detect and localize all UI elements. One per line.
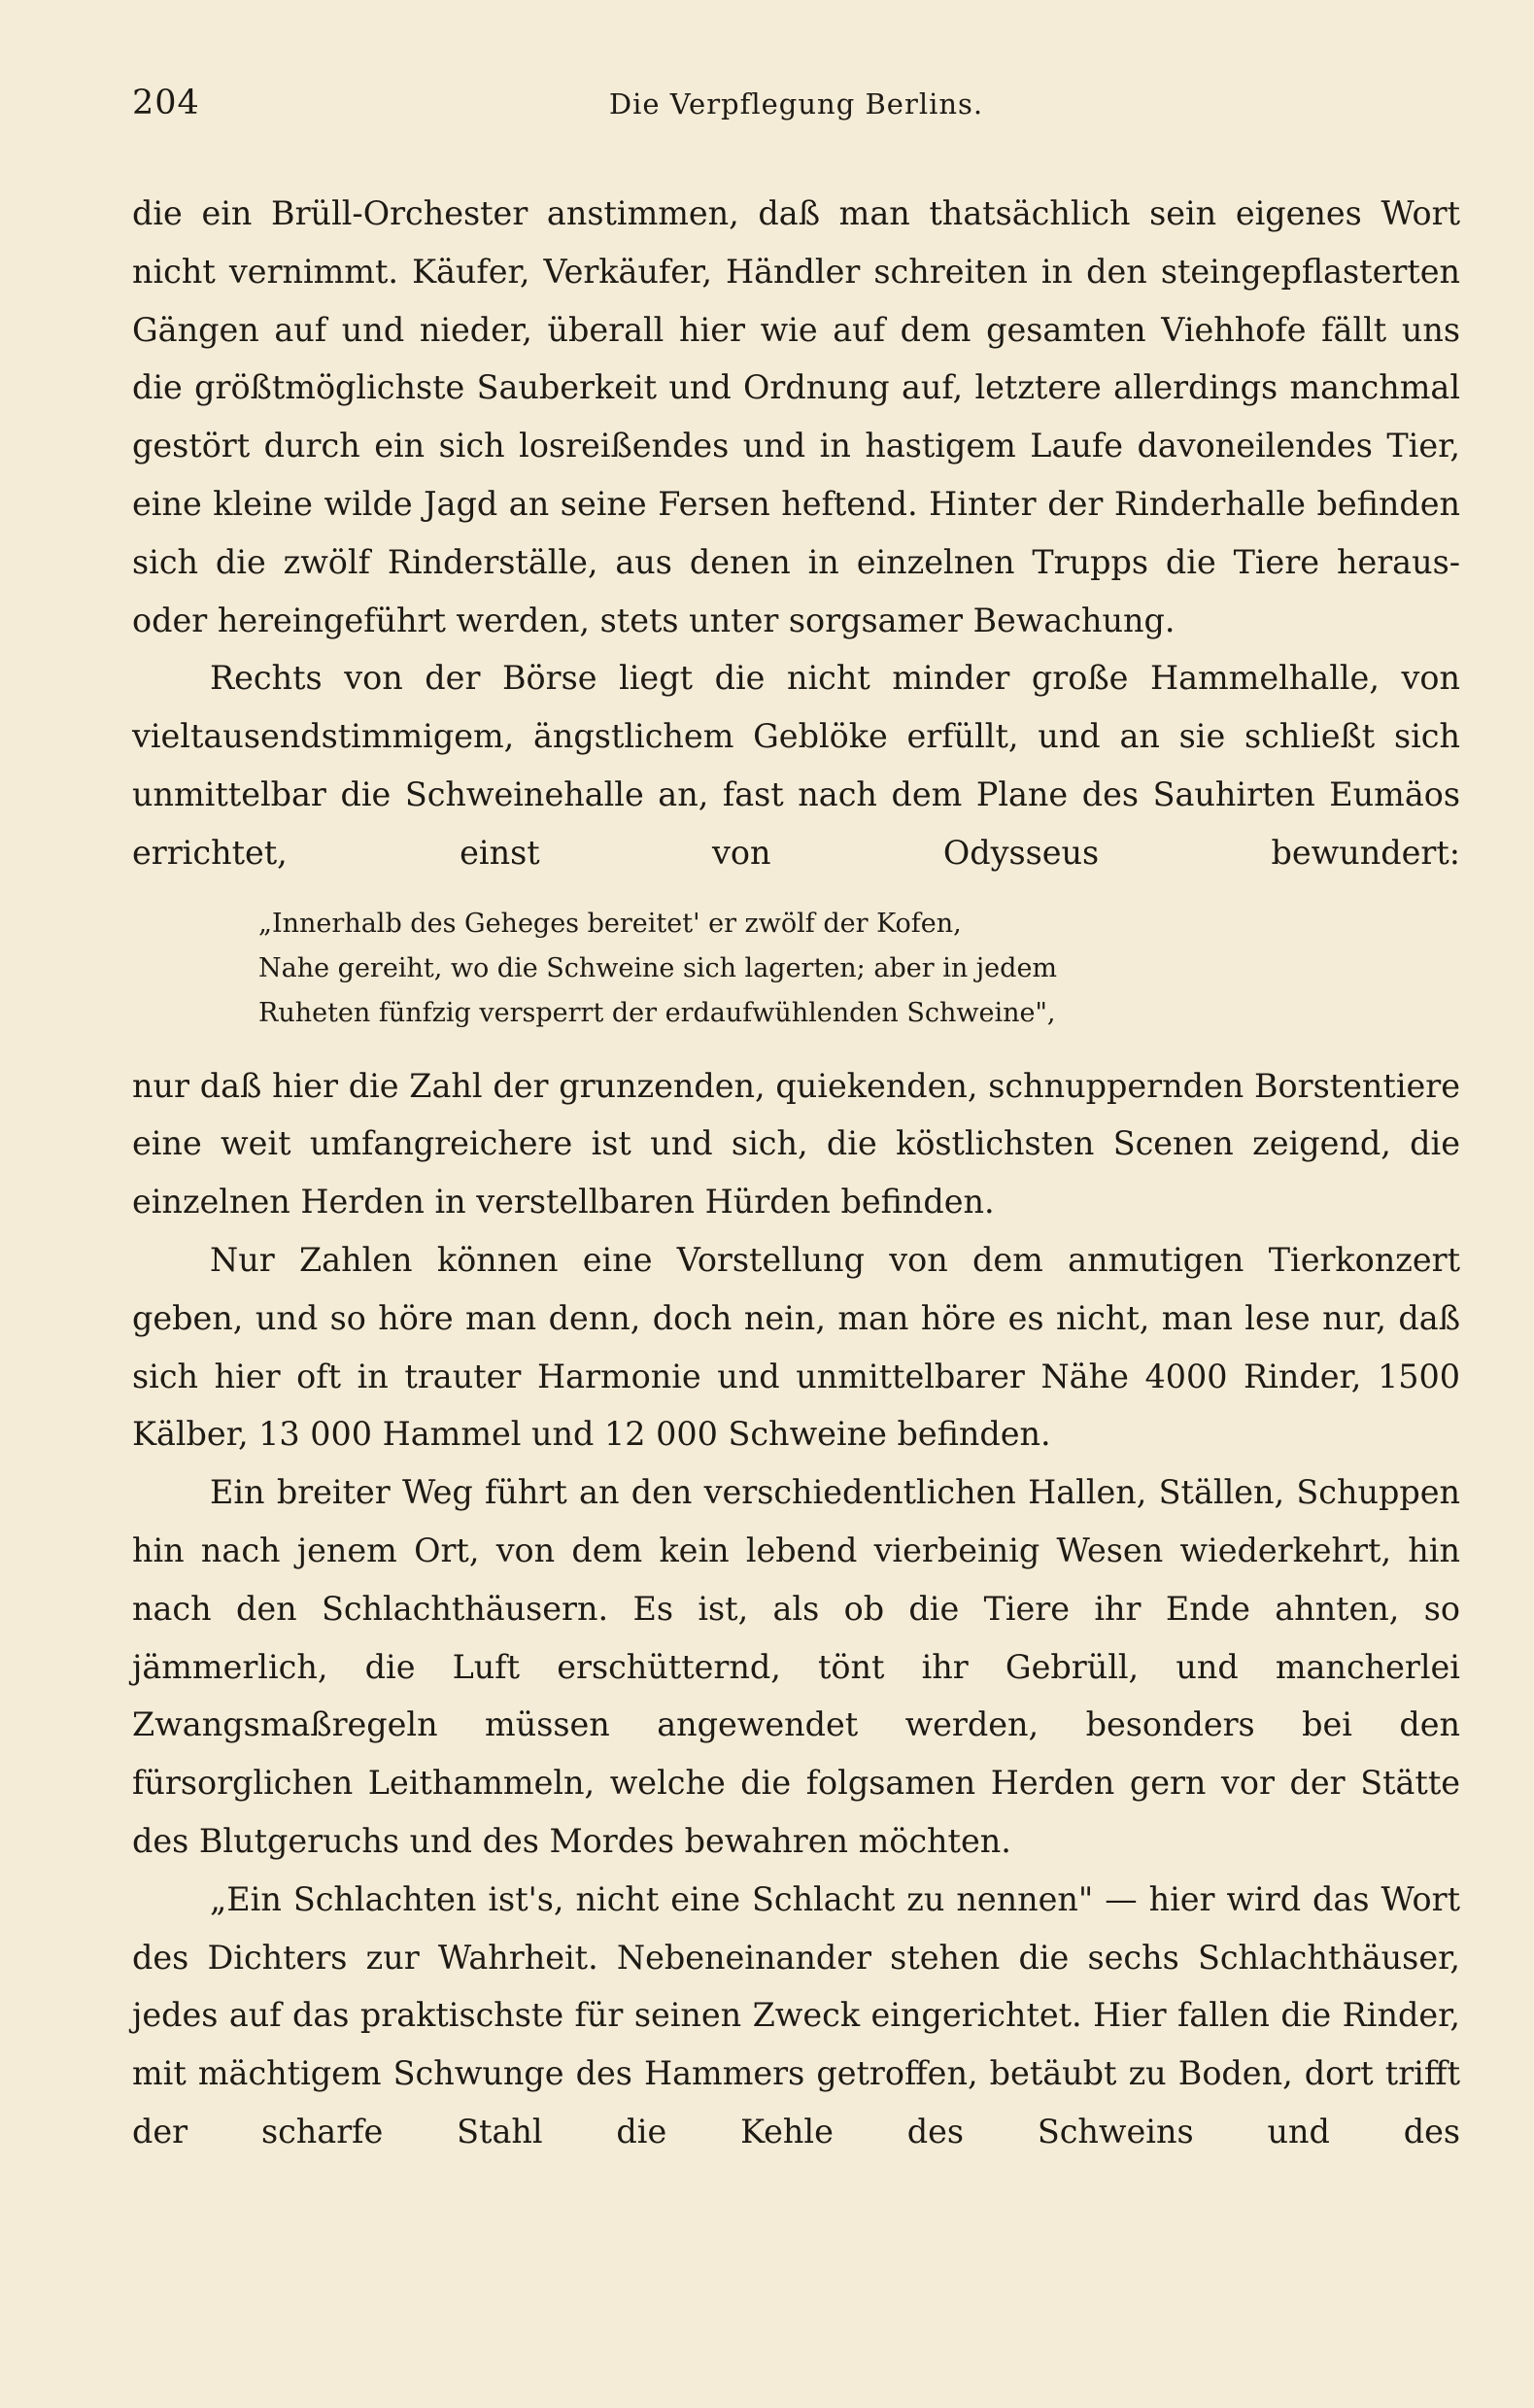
paragraph: Rechts von der Börse liegt die nicht minder große Hammelhalle, von vieltausendstimmigem, ängstlichem Geblöke erfüllt, und an sie schließt sich unmittelbar die Schweinehalle an, fast nach dem Plane des Sauhirten Eumäos errichtet, einst von Odysseus bewundert:: [132, 659, 1460, 872]
book-page: [132, 78, 1460, 2161]
body-text: [132, 185, 1460, 2161]
paragraph: die ein Brüll-Orchester anstimmen, daß man thatsächlich sein eigenes Wort nicht vernimmt. Käufer, Verkäufer, Händler schreiten in den steingepflasterten Gängen auf und nieder, überall hier wie auf dem gesamten Viehhofe fällt uns die größtmöglichste Sauberkeit und Ordnung auf, letztere allerdings manchmal gestört durch ein sich losreißendes und in hastigem Laufe davoneilendes Tier, eine kleine wilde Jagd an seine Fersen heftend. Hinter der Rinderhalle befinden sich die zwölf Rinderställe, aus denen in einzelnen Trupps die Tiere heraus- oder hereingeführt werden, stets unter sorgsamer Bewachung.: [132, 194, 1460, 639]
paragraph: Ein breiter Weg führt an den verschiedentlichen Hallen, Ställen, Schuppen hin nach jenem Ort, von dem kein lebend vierbeinig Wesen wiederkehrt, hin nach den Schlachthäusern. Es ist, als ob die Tiere ihr Ende ahnten, so jämmerlich, die Luft erschütternd, tönt ihr Gebrüll, und mancherlei Zwangsmaßregeln müssen angewendet werden, besonders bei den fürsorglichen Leithammeln, welche die folgsamen Herden gern vor der Stätte des Blutgeruchs und des Mordes bewahren möchten.: [132, 1473, 1460, 1860]
paragraph: „Ein Schlachten ist's, nicht eine Schlacht zu nennen" — hier wird das Wort des Dichters zur Wahrheit. Nebeneinander stehen die sechs Schlachthäuser, jedes auf das praktischste für seinen Zweck eingerichtet. Hier fallen die Rinder, mit mächtigem Schwunge des Hammers getroffen, betäubt zu Boden, dort trifft der scharfe Stahl die Kehle des Schweins und des: [132, 1879, 1460, 2150]
quote-line: „Innerhalb des Geheges bereitet' er zwölf der Kofen,: [258, 908, 962, 939]
quote-line: Nahe gereiht, wo die Schweine sich lagerten; aber in jedem: [258, 952, 1058, 983]
page-header: [132, 78, 1460, 136]
quote-line: Ruheten fünfzig versperrt der erdaufwühlenden Schweine",: [258, 997, 1056, 1028]
running-title: Die Verpflegung Berlins.: [608, 87, 984, 120]
verse-quote: [258, 902, 1317, 1036]
page-number: 204: [132, 84, 200, 122]
paragraph: Nur Zahlen können eine Vorstellung von dem anmutigen Tierkonzert geben, und so höre man denn, doch nein, man höre es nicht, man lese nur, daß sich hier oft in trauter Harmonie und unmittelbarer Nähe 4000 Rinder, 1500 Kälber, 13 000 Hammel und 12 000 Schweine befinden.: [132, 1240, 1460, 1454]
paragraph: nur daß hier die Zahl der grunzenden, quiekenden, schnuppernden Borstentiere eine weit umfangreichere ist und sich, die köstlichsten Scenen zeigend, die einzelnen Herden in verstellbaren Hürden befinden.: [132, 1066, 1460, 1221]
